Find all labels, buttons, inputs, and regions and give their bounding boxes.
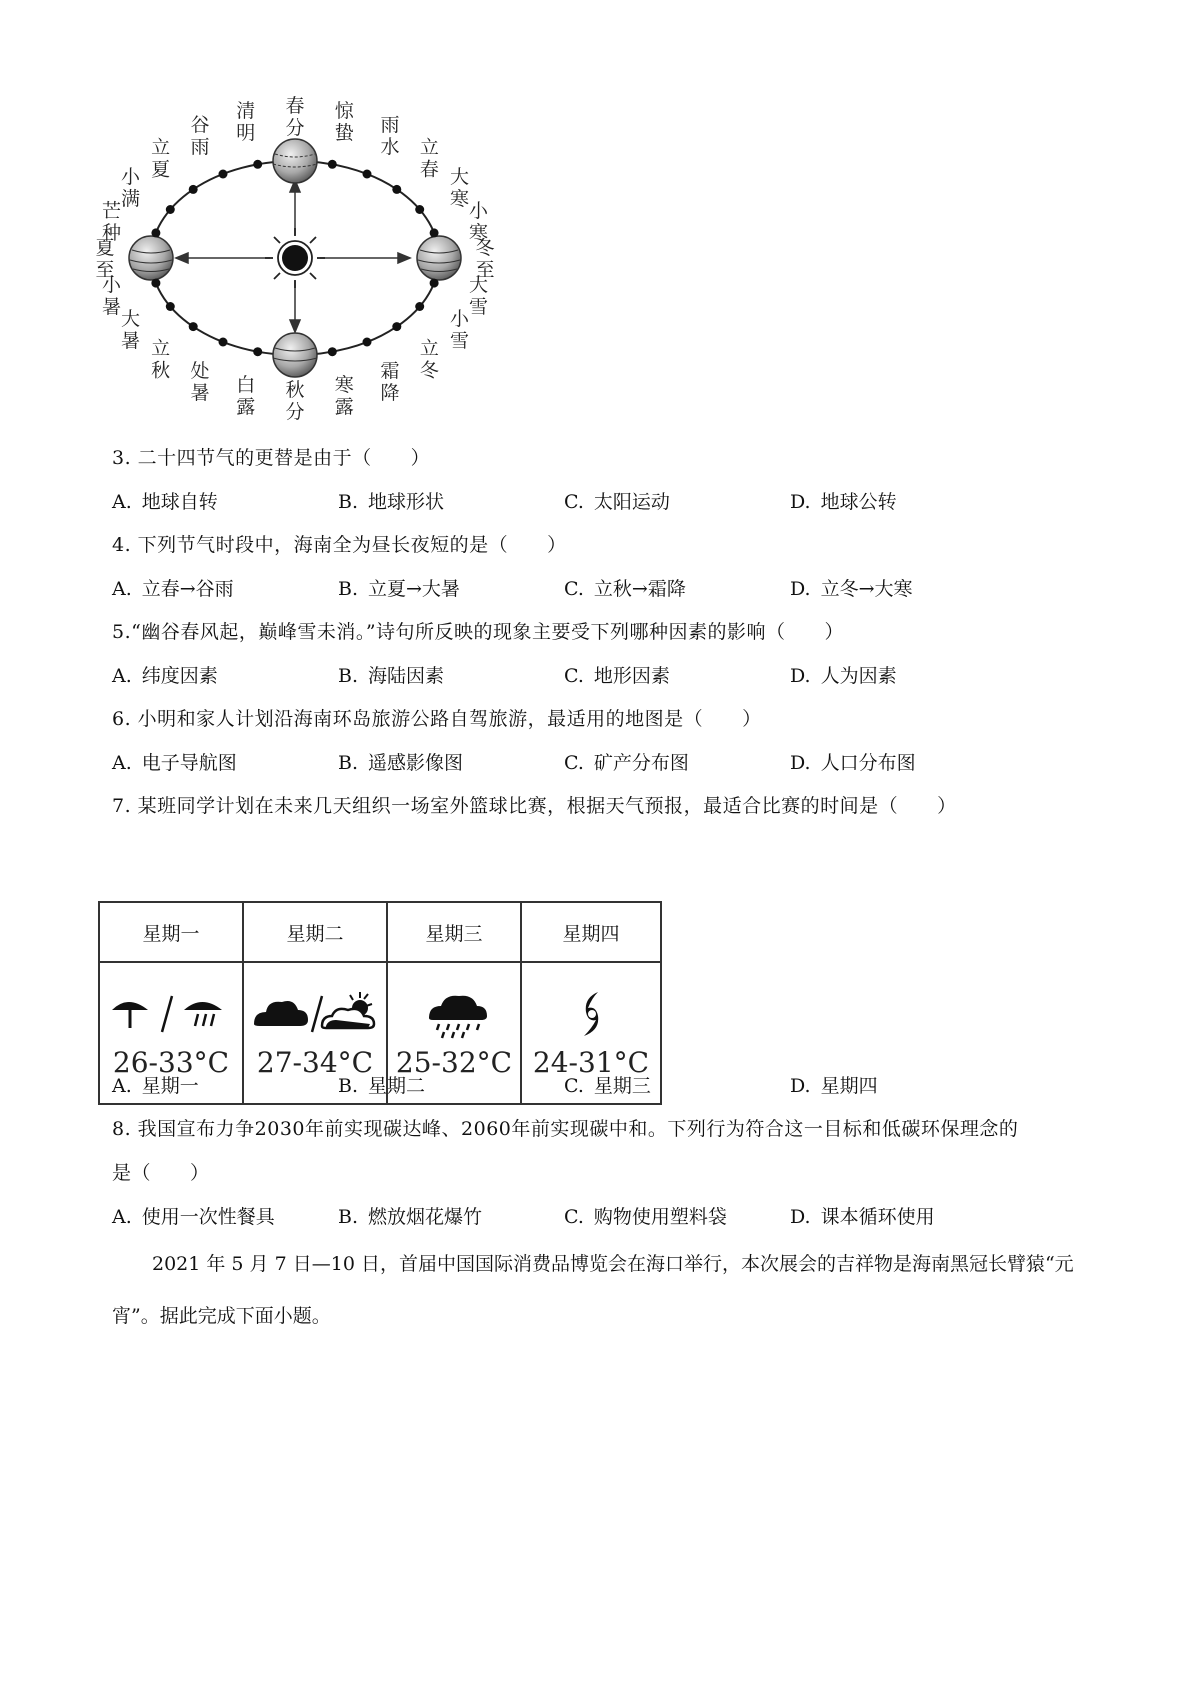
q6-option-d[interactable]: D. 人口分布图 <box>790 752 916 774</box>
q8-option-d[interactable]: D. 课本循环使用 <box>790 1206 935 1228</box>
q6-option-b[interactable]: B. 遥感影像图 <box>338 752 464 774</box>
weather-day-header: 星期四 <box>521 902 661 962</box>
question-8-stem: 8. 我国宣布力争2030年前实现碳达峰、2060年前实现碳中和。下列行为符合这一目标和低碳环保理念的 <box>112 1118 1019 1140</box>
q3-option-d[interactable]: D. 地球公转 <box>790 491 897 513</box>
orbit-dot <box>253 160 262 169</box>
question-7-options <box>112 1071 1112 1101</box>
earth-spring-equinox <box>273 139 317 183</box>
term-chushu: 处暑 <box>190 360 210 404</box>
q5-option-a[interactable]: A. 纬度因素 <box>112 665 218 687</box>
orbit-dot <box>328 160 337 169</box>
question-3-options <box>112 487 1112 517</box>
typhoon-icon <box>526 988 656 1040</box>
term-liqiu: 立秋 <box>151 337 171 382</box>
q4-option-a[interactable]: A. 立春→谷雨 <box>112 578 234 600</box>
orbit-dot <box>219 338 228 347</box>
term-qiufen: 秋分 <box>285 379 305 423</box>
term-xiaoshu: 小暑 <box>101 273 122 318</box>
orbit-dot <box>363 170 372 179</box>
orbit-dot <box>328 347 337 356</box>
question-4-stem: 4. 下列节气时段中，海南全为昼长夜短的是（ ） <box>112 534 567 556</box>
term-daxue: 大雪 <box>468 273 489 318</box>
q3-option-b[interactable]: B. 地球形状 <box>338 491 445 513</box>
solar-terms-orbit-diagram <box>95 95 540 470</box>
term-hanlu: 寒露 <box>334 374 354 419</box>
weather-temp: 27-34°C <box>256 1045 374 1079</box>
term-qingming: 清明 <box>236 99 256 144</box>
question-6-options <box>112 748 1112 778</box>
term-dashu: 大暑 <box>120 308 141 352</box>
orbit-dot <box>151 228 160 237</box>
q8-option-a[interactable]: A. 使用一次性餐具 <box>112 1206 275 1228</box>
orbit-dot <box>392 322 401 331</box>
sun-icon <box>265 228 325 288</box>
term-xiaohan: 小寒 <box>468 200 489 245</box>
q7-option-c[interactable]: C. 星期三 <box>564 1075 651 1097</box>
weather-day-header: 星期三 <box>387 902 521 962</box>
term-mangzhong: 芒种 <box>101 200 122 245</box>
orbit-dot <box>430 279 439 288</box>
question-3-stem: 3. 二十四节气的更替是由于（ ） <box>112 447 431 469</box>
weather-day-header: 星期一 <box>99 902 243 962</box>
orbit-dot <box>253 347 262 356</box>
term-shuangjiang: 霜降 <box>380 360 400 404</box>
q6-option-a[interactable]: A. 电子导航图 <box>112 752 237 774</box>
light-rain-to-shower-icons <box>106 988 236 1040</box>
weather-temp: 26-33°C <box>112 1045 230 1079</box>
term-chunfen: 春分 <box>285 95 305 139</box>
q7-option-d[interactable]: D. 星期四 <box>790 1075 878 1097</box>
reading-passage: 2021 年 5 月 7 日—10 日，首届中国国际消费品博览会在海口举行，本次展会的吉祥物是海南黑冠长臂猿“元宵”。据此完成下面小题。 <box>112 1253 1074 1327</box>
term-lidong: 立冬 <box>419 337 439 382</box>
question-6-stem: 6. 小明和家人计划沿海南环岛旅游公路自驾旅游，最适用的地图是（ ） <box>112 708 762 730</box>
question-8-options <box>112 1202 1112 1232</box>
term-xiazhi: 夏至 <box>95 237 115 281</box>
question-5-stem: 5.“幽谷春风起，巅峰雪未消。”诗句所反映的现象主要受下列哪种因素的影响（ ） <box>112 621 845 643</box>
question-4-options <box>112 574 1112 604</box>
term-dahan: 大寒 <box>449 166 470 210</box>
q8-option-c[interactable]: C. 购物使用塑料袋 <box>564 1206 727 1228</box>
overcast-to-cloudy-icons <box>250 988 380 1040</box>
orbit-dot <box>219 170 228 179</box>
q8-option-b[interactable]: B. 燃放烟花爆竹 <box>338 1206 483 1228</box>
term-yushui: 雨水 <box>380 114 400 158</box>
weather-day-header: 星期二 <box>243 902 387 962</box>
orbit-dot <box>189 322 198 331</box>
term-lichun: 立春 <box>419 136 439 181</box>
term-bailu: 白露 <box>236 374 256 419</box>
term-xiaoman: 小满 <box>120 166 141 210</box>
term-jingzhe: 惊蛰 <box>334 99 354 144</box>
orbit-dot <box>151 279 160 288</box>
orbit-dot <box>415 302 424 311</box>
q3-option-a[interactable]: A. 地球自转 <box>112 491 218 513</box>
question-7-stem: 7. 某班同学计划在未来几天组织一场室外篮球比赛，根据天气预报，最适合比赛的时间是（ ） <box>112 795 957 817</box>
orbit-dot <box>166 302 175 311</box>
heavy-rain-icon <box>389 988 519 1040</box>
earth-autumn-equinox <box>273 333 317 377</box>
weather-temp: 24-31°C <box>532 1045 650 1079</box>
orbit-dot <box>430 228 439 237</box>
question-8-stem-continued: 是（ ） <box>112 1162 210 1184</box>
earth-summer-solstice <box>129 236 173 280</box>
earth-winter-solstice <box>417 236 461 280</box>
orbit-dot <box>166 205 175 214</box>
term-lixia: 立夏 <box>151 136 171 181</box>
q5-option-d[interactable]: D. 人为因素 <box>790 665 897 687</box>
q4-option-d[interactable]: D. 立冬→大寒 <box>790 578 913 600</box>
orbit-dot <box>392 185 401 194</box>
orbit-dot <box>363 338 372 347</box>
q4-option-c[interactable]: C. 立秋→霜降 <box>564 578 686 600</box>
q4-option-b[interactable]: B. 立夏→大暑 <box>338 578 460 600</box>
question-5-options <box>112 661 1112 691</box>
weather-temp: 25-32°C <box>395 1045 513 1079</box>
q3-option-c[interactable]: C. 太阳运动 <box>564 491 670 513</box>
q7-option-a[interactable]: A. 星期一 <box>112 1075 199 1097</box>
q5-option-c[interactable]: C. 地形因素 <box>564 665 670 687</box>
term-guyu: 谷雨 <box>190 114 210 158</box>
orbit-dot <box>415 205 424 214</box>
q6-option-c[interactable]: C. 矿产分布图 <box>564 752 689 774</box>
q7-option-b[interactable]: B. 星期二 <box>338 1075 426 1097</box>
term-dongzhi: 冬至 <box>475 237 495 281</box>
q5-option-b[interactable]: B. 海陆因素 <box>338 665 445 687</box>
orbit-dot <box>189 185 198 194</box>
term-xiaoxue: 小雪 <box>449 308 470 352</box>
